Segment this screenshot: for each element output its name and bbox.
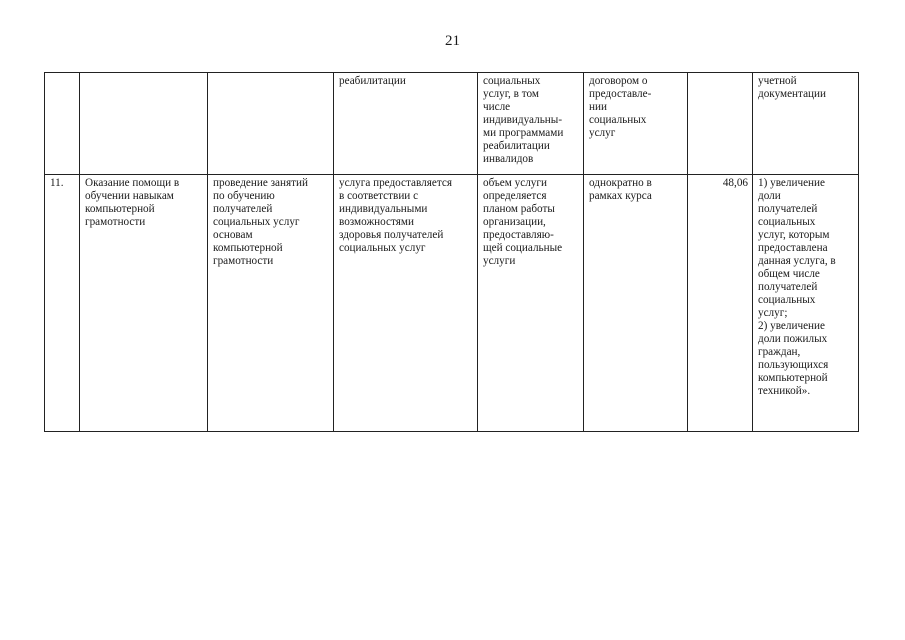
cell-service-conditions: услуга предоставляется в соответствии с индивидуальными возможностями здоровья получателей социальных услуг <box>334 175 478 432</box>
cell-number <box>45 73 80 175</box>
cell-service-name: Оказание помощи в обучении навыкам компьютерной грамотности <box>80 175 208 432</box>
cell-quality-indicators: учетной документации <box>753 73 859 175</box>
cell-service-volume: социальных услуг, в том числе индивидуальны- ми программами реабилитации инвалидов <box>478 73 584 175</box>
table-row-continuation <box>45 73 859 175</box>
cell-service-conditions: реабилитации <box>334 73 478 175</box>
cell-service-volume: объем услуги определяется планом работы организации, предоставляю- щей социальные услуги <box>478 175 584 432</box>
cell-tariff <box>688 73 753 175</box>
cell-service-period: договором о предоставле- нии социальных услуг <box>584 73 688 175</box>
cell-service-period: однократно в рамках курса <box>584 175 688 432</box>
cell-service-name <box>80 73 208 175</box>
table-row-11 <box>45 175 859 432</box>
page-number: 21 <box>445 33 460 49</box>
cell-tariff: 48,06 <box>688 175 753 432</box>
cell-service-description: проведение занятий по обучению получателей социальных услуг основам компьютерной грамотности <box>208 175 334 432</box>
cell-number: 11. <box>45 175 80 432</box>
services-table <box>44 72 859 432</box>
cell-quality-indicators: 1) увеличение доли получателей социальных услуг, которым предоставлена данная услуга, в общем числе получателей социальных услуг; 2) увеличение доли пожилых граждан, пользующихся компьютерной техникой». <box>753 175 859 432</box>
cell-service-description <box>208 73 334 175</box>
